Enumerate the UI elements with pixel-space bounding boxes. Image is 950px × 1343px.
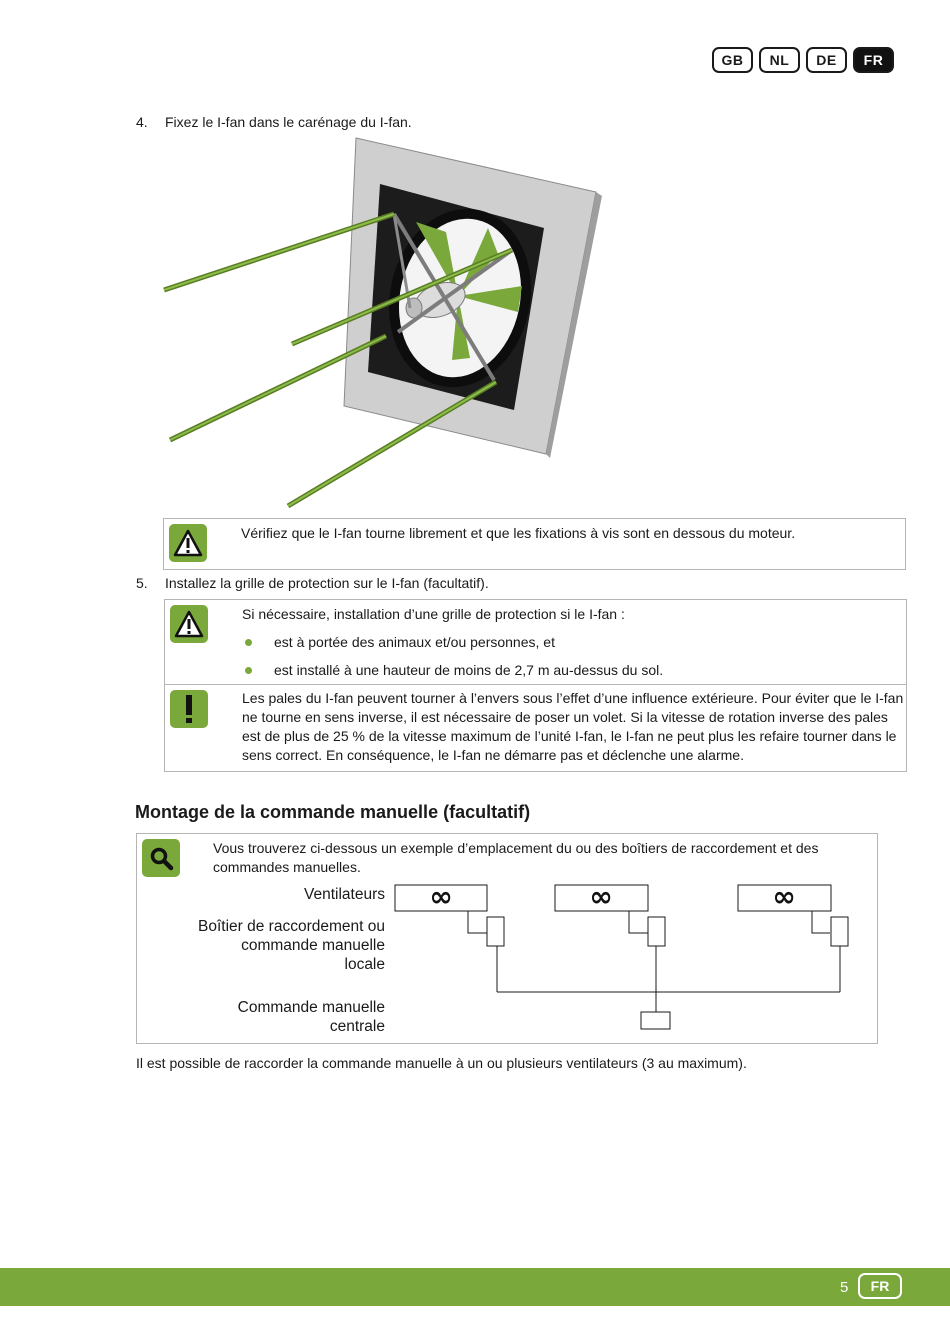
protection-grille-notes (164, 599, 907, 772)
bullet-item (242, 662, 663, 678)
warning-triangle-icon (169, 524, 207, 562)
info-text: Vous trouverez ci-dessous un exemple d’emplacement du ou des boîtiers de raccordement et des commandes manuelles. (213, 840, 819, 875)
fan-unit-3 (738, 880, 831, 913)
page-number: 5 (840, 1279, 849, 1296)
lang-tab-gb[interactable]: GB (712, 47, 753, 73)
footer-bar (0, 1268, 950, 1306)
fan-symbol: ∞ (429, 880, 453, 913)
label-central: Commande manuelle centrale (237, 999, 385, 1035)
junction-box-3 (831, 917, 848, 946)
language-tabs (712, 47, 894, 73)
step-text: Fixez le I-fan dans le carénage du I-fan. (165, 114, 412, 130)
lang-tab-fr[interactable]: FR (853, 47, 894, 73)
bullet-item (242, 634, 555, 650)
manual-control-info (136, 833, 878, 1044)
fan-unit-1 (395, 880, 487, 913)
fan-unit-2 (555, 880, 648, 913)
bullet-text: est installé à une hauteur de moins de 2,7 m au-dessus du sol. (274, 662, 664, 678)
fan-symbol: ∞ (772, 880, 796, 913)
step-5 (136, 575, 836, 593)
step-text: Installez la grille de protection sur le I-fan (facultatif). (165, 575, 489, 591)
bullet-dot (245, 639, 252, 646)
exclamation-icon (170, 690, 208, 728)
section-title: Montage de la commande manuelle (facultatif) (135, 802, 531, 822)
wiring-diagram (387, 879, 852, 1039)
fan-installation-illustration (158, 136, 603, 512)
step-4 (136, 114, 836, 132)
step-number: 5. (136, 575, 148, 591)
divider (165, 684, 906, 685)
bullet-text: est à portée des animaux et/ou personnes, et (274, 634, 555, 650)
step-number: 4. (136, 114, 148, 130)
footer-lang-tab: FR (858, 1273, 902, 1299)
label-junction: Boîtier de raccordement ou commande manuelle locale (198, 918, 385, 973)
caution-text: Les pales du I-fan peuvent tourner à l’envers sous l’effet d’une influence extérieure. Pour éviter que le I-fan ne tourne en sens inverse, il est nécessaire de poser un volet. Si la vitesse de rotation inverse des pales est de plus de 25 % de la vitesse maximum de l’unité I-fan, le I-fan ne peut plus les refaire tourner dans le sens correct. En conséquence, le I-fan ne démarre pas et déclenche une alarme. (242, 690, 904, 763)
closing-text: Il est possible de raccorder la commande manuelle à un ou plusieurs ventilateurs (3 au maximum). (136, 1055, 747, 1071)
warning-triangle-icon (170, 605, 208, 643)
warning-intro: Si nécessaire, installation d’une grille de protection si le I-fan : (242, 606, 625, 622)
bullet-dot (245, 667, 252, 674)
warning-text: Vérifiez que le I-fan tourne librement et que les fixations à vis sont en dessous du moteur. (241, 525, 796, 541)
warning-note-rotation (163, 518, 906, 570)
magnifier-icon (142, 839, 180, 877)
lang-tab-de[interactable]: DE (806, 47, 847, 73)
lang-tab-nl[interactable]: NL (759, 47, 800, 73)
label-fans: Ventilateurs (304, 886, 385, 903)
junction-box-1 (487, 917, 504, 946)
central-control-box (641, 1012, 670, 1029)
junction-box-2 (648, 917, 665, 946)
fan-symbol: ∞ (589, 880, 613, 913)
